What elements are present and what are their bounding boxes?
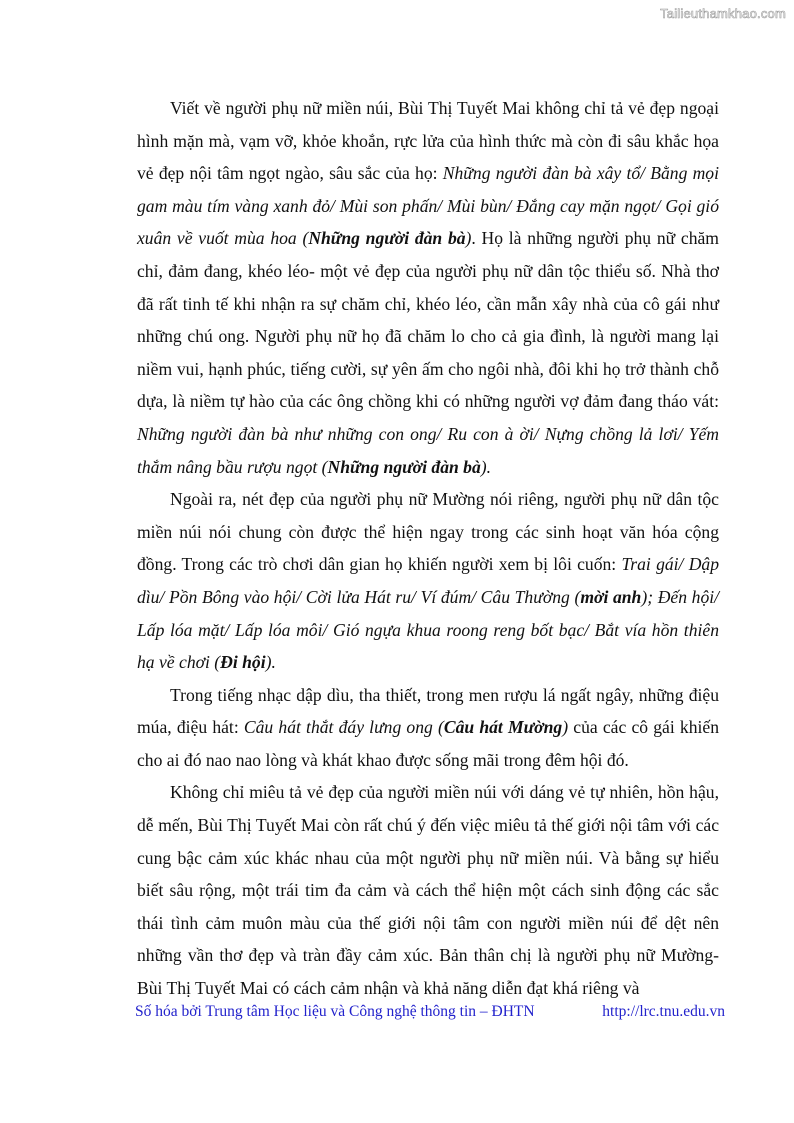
text-run: Những người đàn bà như những con ong/ Ru con à ời/ Nựng chồng lả lơi/ Yếm thắm nâng bầu rượu ngọt ( [137,423,719,477]
paragraph [137,92,719,483]
text-run: ). [265,652,276,673]
watermark-text: Tailieuthamkhao.com [660,6,786,21]
text-run: Những người đàn bà [308,228,466,249]
text-run: Ngoài ra, nét đẹp của người phụ nữ Mường nói riêng, người phụ nữ dân tộc miền núi nói chung còn được thể hiện ngay trong các sinh hoạt văn hóa cộng đồng. Trong các trò chơi dân gian họ khiến người xem bị lôi cuốn: [137,489,719,575]
document-body [137,92,719,1005]
text-run: Không chỉ miêu tả vẻ đẹp của người miền núi với dáng vẻ tự nhiên, hồn hậu, dễ mến, Bùi Thị Tuyết Mai còn rất chú ý đến việc miêu tả thế giới nội tâm với các cung bậc cảm xúc khác nhau của một người phụ nữ miền núi. Và bằng sự hiểu biết sâu rộng, một trái tim đa cảm và cách thể hiện một cách sinh động các sắc thái tình cảm muôn màu của thế giới nội tâm con người miền núi để dệt nên những vần thơ đẹp và tràn đầy cảm xúc. Bản thân chị là người phụ nữ Mường- Bùi Thị Tuyết Mai có cách cảm nhận và khả năng diễn đạt khá riêng và [137,782,719,999]
paragraph [137,679,719,777]
paragraph [137,776,719,1004]
text-run: ) [465,228,472,249]
text-run: Câu hát thắt đáy lưng ong ( [243,717,444,738]
footer-link[interactable]: http://lrc.tnu.edu.vn [602,1003,725,1020]
text-run: ). [480,456,492,477]
text-run: Những người đàn bà [327,456,481,477]
text-run: Những người đàn bà xây tổ/ Bằng mọi gam màu tím vàng xanh đỏ/ Mùi son phấn/ Mùi bùn/ Đắng cay mặn ngọt/ Gọi gió xuân về vuốt mùa hoa ( [137,163,719,249]
text-run: Trong tiếng nhạc dập dìu, tha thiết, trong men rượu lá ngất ngây, những điệu múa, điệu hát: [137,684,719,738]
text-run: Trai gái/ Dập dìu/ Pồn Bông vào hội/ Cời lửa Hát ru/ Ví đúm/ Câu Thường ( [137,554,719,607]
text-run: Câu hát Mường [443,717,563,738]
text-run: mời anh [580,586,642,607]
text-run: . Họ là những người phụ nữ chăm chỉ, đảm đang, khéo léo- một vẻ đẹp của người phụ nữ dân tộc thiểu số. Nhà thơ đã rất tinh tế khi nhận ra sự chăm chỉ, khéo léo, cần mẫn xây nhà của cô gái như những chú ong. Người phụ nữ họ đã chăm lo cho cả gia đình, là người mang lại niềm vui, hạnh phúc, tiếng cười, sự yên ấm cho ngôi nhà, đôi khi họ trở thành chỗ dựa, là niềm tự hào của các ông chồng khi có những người vợ đảm đang tháo vát: [137,228,719,412]
text-run: ); Đến hội/ Lấp lóa mặt/ Lấp lóa môi/ Gió ngựa khua roong reng bốt bạc/ Bắt vía hồn thiên hạ về chơi ( [137,586,720,673]
paragraph [137,483,719,679]
text-run: ) [562,717,569,738]
footer-credit: Số hóa bởi Trung tâm Học liệu và Công nghệ thông tin – ĐHTN [135,1003,535,1020]
text-run: Đi hội [220,652,266,673]
text-run: Viết về người phụ nữ miền núi, Bùi Thị Tuyết Mai không chỉ tả vẻ đẹp ngoại hình mặn mà, vạm vỡ, khỏe khoắn, rực lửa của hình thức mà còn đi sâu khắc họa vẻ đẹp nội tâm ngọt ngào, sâu sắc của họ: [137,98,719,184]
text-run: của các cô gái khiến cho ai đó nao nao lòng và khát khao được sống mãi trong đêm hội đó. [137,717,719,770]
